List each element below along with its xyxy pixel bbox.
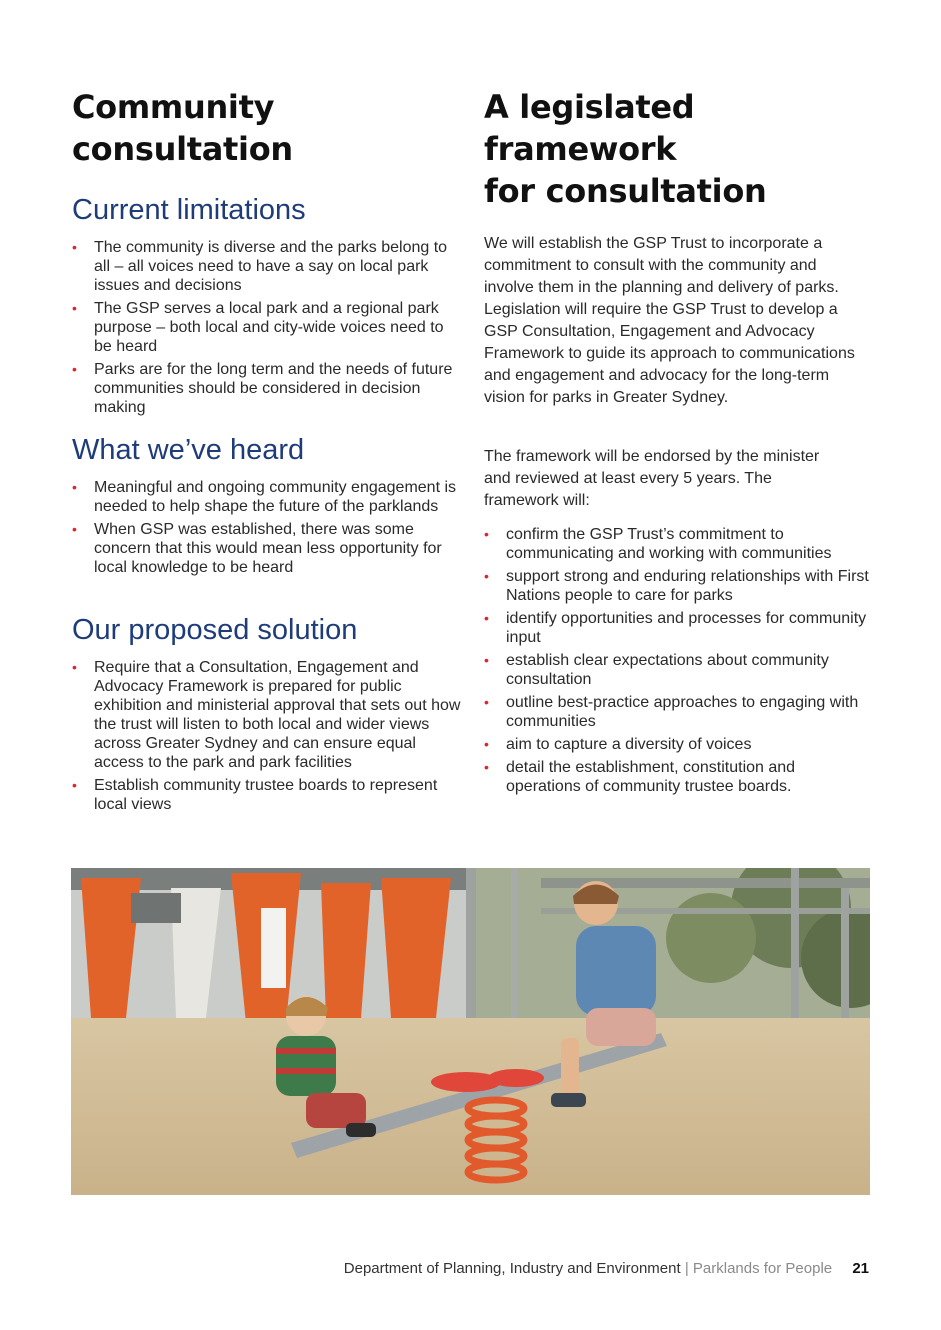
left-title-line-2: consultation — [72, 130, 293, 168]
list-item: • The community is diverse and the parks belong to all – all voices need to have a say on local park issues and decisions — [72, 239, 448, 294]
framework-bullet-list — [484, 525, 874, 800]
bullet-list — [72, 478, 464, 577]
bullet-list — [72, 658, 464, 814]
list-item: • outline best-practice approaches to engaging with communities — [484, 694, 859, 730]
list-item: • establish clear expectations about community consultation — [484, 652, 829, 688]
list-item: • Establish community trustee boards to represent local views — [72, 777, 438, 813]
section-heading: Current limitations — [72, 194, 306, 226]
bullet-glyph: • — [72, 521, 77, 537]
bullet-list — [72, 238, 464, 417]
page-footer — [344, 1259, 869, 1279]
footer-separator: | — [684, 1260, 689, 1277]
right-title-line-3: for consultation — [484, 172, 767, 210]
bullet-glyph: • — [72, 777, 77, 793]
list-item: • When GSP was established, there was some concern that this would mean less opportunity for local knowledge to be heard — [72, 521, 442, 576]
list-item: • Require that a Consultation, Engagement and Advocacy Framework is prepared for public exhibition and ministerial approval that sets out how the trust will listen to both local and wider views across Greater Sydney and can ensure equal access to the park and park facilities — [72, 659, 461, 771]
right-title-line-1: A legislated — [484, 88, 695, 126]
list-item: • support strong and enduring relationships with First Nations people to care for parks — [484, 568, 869, 604]
section-what-weve-heard — [72, 432, 464, 581]
bullet-glyph: • — [72, 239, 77, 255]
bullet-glyph: • — [72, 659, 77, 675]
list-item: • detail the establishment, constitution and operations of community trustee boards. — [484, 759, 796, 795]
framework-paragraph: The framework will be endorsed by the minister and reviewed at least every 5 years. The framework will: — [484, 448, 820, 509]
playground-illustration — [71, 868, 870, 1195]
bullet-glyph: • — [484, 736, 489, 752]
playground-photo — [71, 868, 870, 1195]
bullet-glyph: • — [484, 759, 489, 775]
footer-department: Department of Planning, Industry and Environment — [343, 1260, 681, 1277]
bullet-glyph: • — [484, 652, 489, 668]
footer-publication: Parklands for People — [692, 1260, 833, 1277]
left-title — [72, 86, 293, 170]
section-heading: What we’ve heard — [72, 434, 305, 466]
bullet-glyph: • — [72, 300, 77, 316]
section-current-limitations — [72, 192, 464, 421]
list-item: • confirm the GSP Trust’s commitment to communicating and working with communities — [484, 526, 832, 562]
bullet-glyph: • — [484, 526, 489, 542]
list-item: • Parks are for the long term and the needs of future communities should be considered in decision making — [72, 361, 453, 416]
bullet-glyph: • — [72, 479, 77, 495]
section-our-proposed-solution — [72, 612, 464, 818]
list-item: • Meaningful and ongoing community engagement is needed to help shape the future of the parklands — [72, 479, 457, 515]
right-title — [484, 86, 766, 212]
bullet-glyph: • — [484, 694, 489, 710]
list-item: • aim to capture a diversity of voices — [484, 736, 752, 753]
bullet-glyph: • — [72, 361, 77, 377]
section-heading: Our proposed solution — [72, 614, 358, 646]
page-number: 21 — [852, 1260, 869, 1277]
list-item: • identify opportunities and processes for community input — [484, 610, 867, 646]
left-title-line-1: Community — [72, 88, 275, 126]
list-item: • The GSP serves a local park and a regional park purpose – both local and city-wide voices need to be heard — [72, 300, 444, 355]
bullet-glyph: • — [484, 610, 489, 626]
intro-paragraph: We will establish the GSP Trust to incorporate a commitment to consult with the community and involve them in the planning and delivery of parks. Legislation will require the GSP Trust to develop a GSP Consultation, Engagement and Advocacy Framework to guide its approach to communications and engagement and advocacy for the long-term vision for parks in Greater Sydney. — [484, 235, 855, 406]
bullet-glyph: • — [484, 568, 489, 584]
right-title-line-2: framework — [484, 130, 677, 168]
